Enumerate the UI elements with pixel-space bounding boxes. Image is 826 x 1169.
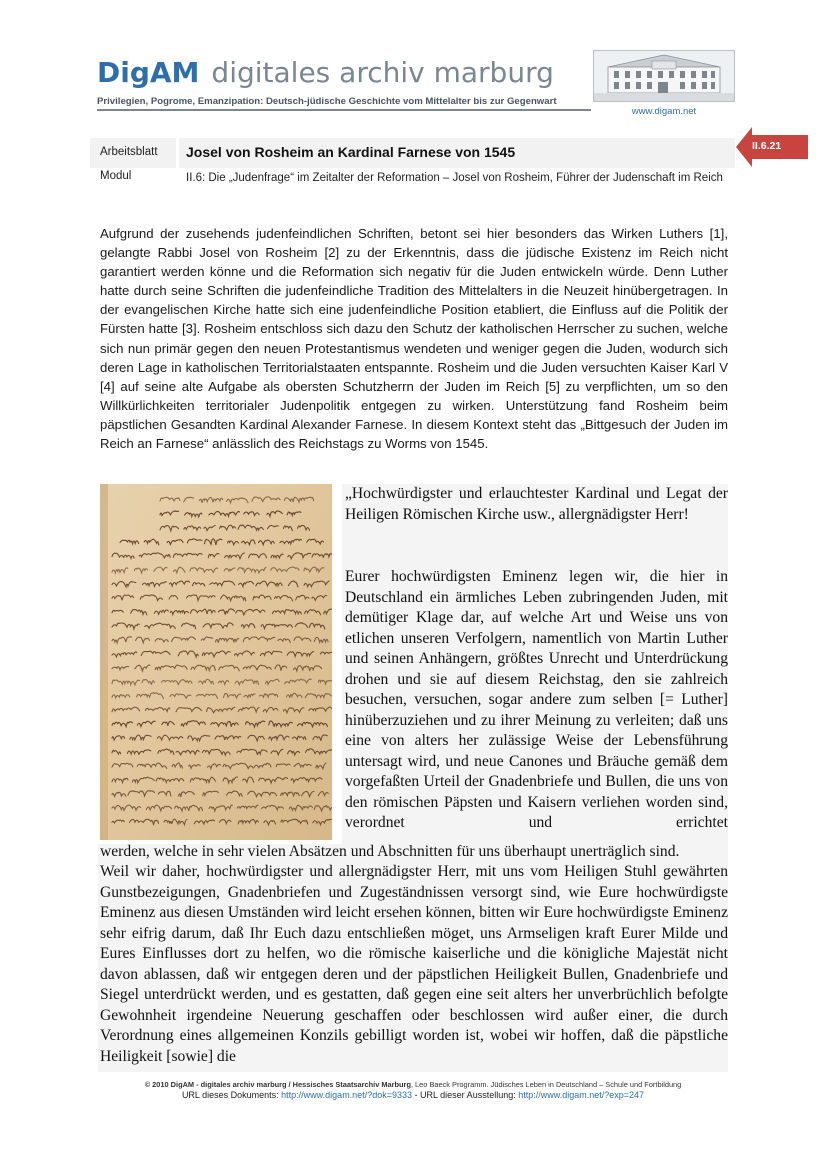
- quote-paragraph-2: Weil wir daher, hochwürdigster und allergnädigster Herr, mit uns vom Heiligen Stuhl gewährten Gunstbezeigungen, Gnadenbriefen und Zugeständnissen versorgt sind, wie Eure hochwürdigste Eminenz aus diesen Umständen wird leicht ersehen können, bitten wir Eure hochwürdigste Eminenz sehr eifrig darum, daß Ihr Euch dazu entschließen möget, uns Armseligen kraft Eurer Milde und Eures Einflusses dort zu helfen, wo die römische kaiserliche und die königliche Majestät nicht davon ablassen, daß wir entgegen deren und der päpstlichen Heiligkeit Bullen, Gnadenbriefe und Siegel unterdrückt werden, und es gestatten, daß gegen eine seit alters her unverbrüchlich befolgte Gewohnheit irgendeine Neuerung geschaffen oder beschlossen wird außer einer, die durch Verordnung eines allgemeinen Konzils gebilligt worden ist, wobei wir hoffen, daß die päpstliche Heiligkeit [sowie] die: [100, 863, 728, 1065]
- footer-exp-label: - URL dieser Ausstellung:: [412, 1090, 519, 1100]
- footer-copyright-rest: , Leo Baeck Programm. Jüdisches Leben in Deutschland – Schule und Fortbildung: [410, 1080, 682, 1089]
- worksheet-separator: [176, 138, 179, 168]
- worksheet-code: II.6.21: [752, 140, 782, 152]
- footer-copyright-bold: © 2010 DigAM - digitales archiv marburg / Hessisches Staatsarchiv Marburg: [144, 1080, 411, 1089]
- quote-paragraph-1-end: werden, welche in sehr vielen Absätzen und Abschnitten für uns überhaupt unerträglich sind.: [100, 843, 680, 860]
- worksheet-header: [90, 138, 735, 168]
- header-divider: [97, 109, 591, 111]
- exhibition-url-link[interactable]: http://www.digam.net/?exp=247: [518, 1090, 645, 1100]
- brand-bold: DigAM: [97, 56, 200, 89]
- worksheet-label: Arbeitsblatt: [100, 146, 158, 158]
- brand-logo: [97, 56, 554, 89]
- website-link[interactable]: www.digam.net: [631, 106, 697, 117]
- worksheet-title: Josel von Rosheim an Kardinal Farnese von 1545: [186, 144, 516, 160]
- quote-salutation: „Hochwürdigster und erlauchtester Kardinal und Legat der Heiligen Römischen Kirche usw., allergnädigster Herr!: [345, 485, 728, 523]
- footer-doc-label: URL dieses Dokuments:: [181, 1090, 282, 1100]
- intro-paragraph: Aufgrund der zusehends judenfeindlichen Schriften, betont sei hier besonders das Wirken Luthers [1], gelangte Rabbi Josel von Rosheim [2] zu der Erkenntnis, dass die jüdische Existenz im Reich nicht garantiert werden könne und die Reformation sich negativ für die Juden entwickeln würde. Denn Luther hatte durch seine Schriften die judenfeindliche Tradition des Mittelalters in die Neuzeit hinübergetragen. In der evangelischen Kirche hatte sich eine judenfeindliche Position etabliert, die Einfluss auf die Politik der Fürsten hatte [3]. Rosheim entschloss sich dazu den Schutz der katholischen Herrscher zu suchen, welche sich nun primär gegen den neuen Protestantismus wendeten und weniger gegen die Juden, wodurch sich deren Lage in katholischen Territorialstaaten entspannte. Rosheim und die Juden versuchten Kaiser Karl V [4] auf seine alte Aufgabe als obersten Schutzherrn der Juden im Reich [5] zu verpflichten, um so den Willkürlichkeiten territorialer Judenpolitik entgegen zu wirken. Unterstützung fand Rosheim beim päpstlichen Gesandten Kardinal Alexander Farnese. In diesem Kontext steht das „Bittgesuch der Juden im Reich an Farnese“ anlässlich des Reichstags zu Worms von 1545.: [100, 226, 728, 452]
- quote-paragraph-1: Eurer hochwürdigsten Eminenz legen wir, die hier in Deutschland ein ärmliches Leben zubringenden Juden, mit demütiger Klage dar, auf welche Art und Weise uns von etlichen unseren Verfolgern, namentlich von Martin Luther und seinen Anhängern, größtes Unrecht und Unterdrückung drohen und sie auf diesem Reichstag, den sie zahlreich besuchen, versuchen, sogar andere zum selben [= Luther] hinüberzuziehen und zu ihrer Meinung zu verleiten; daß uns eine von alters her zulässige Weise der Lebensführung untersagt wird, und neue Canones und Bräuche gemäß dem vorgefaßten Urteil der Gnadenbriefe und Bullen, die uns von den römischen Päpsten und Kaisern verliehen worden sind, verordnet und errichtet: [345, 568, 728, 831]
- modul-text: II.6: Die „Judenfrage“ im Zeitalter der Reformation – Josel von Rosheim, Führer der Judenschaft im Reich: [186, 172, 723, 184]
- modul-label: Modul: [100, 170, 132, 182]
- archive-building-icon: [593, 50, 735, 102]
- tagline: Privilegien, Pogrome, Emanzipation: Deutsch-jüdische Geschichte vom Mittelalter bis zur Gegenwart: [97, 96, 557, 107]
- manuscript-image: [100, 484, 332, 840]
- document-url-link[interactable]: http://www.digam.net/?dok=9333: [281, 1090, 412, 1100]
- footer-copyright: [0, 1080, 826, 1089]
- brand-name: digitales archiv marburg: [211, 56, 554, 89]
- footer-urls: [0, 1090, 826, 1100]
